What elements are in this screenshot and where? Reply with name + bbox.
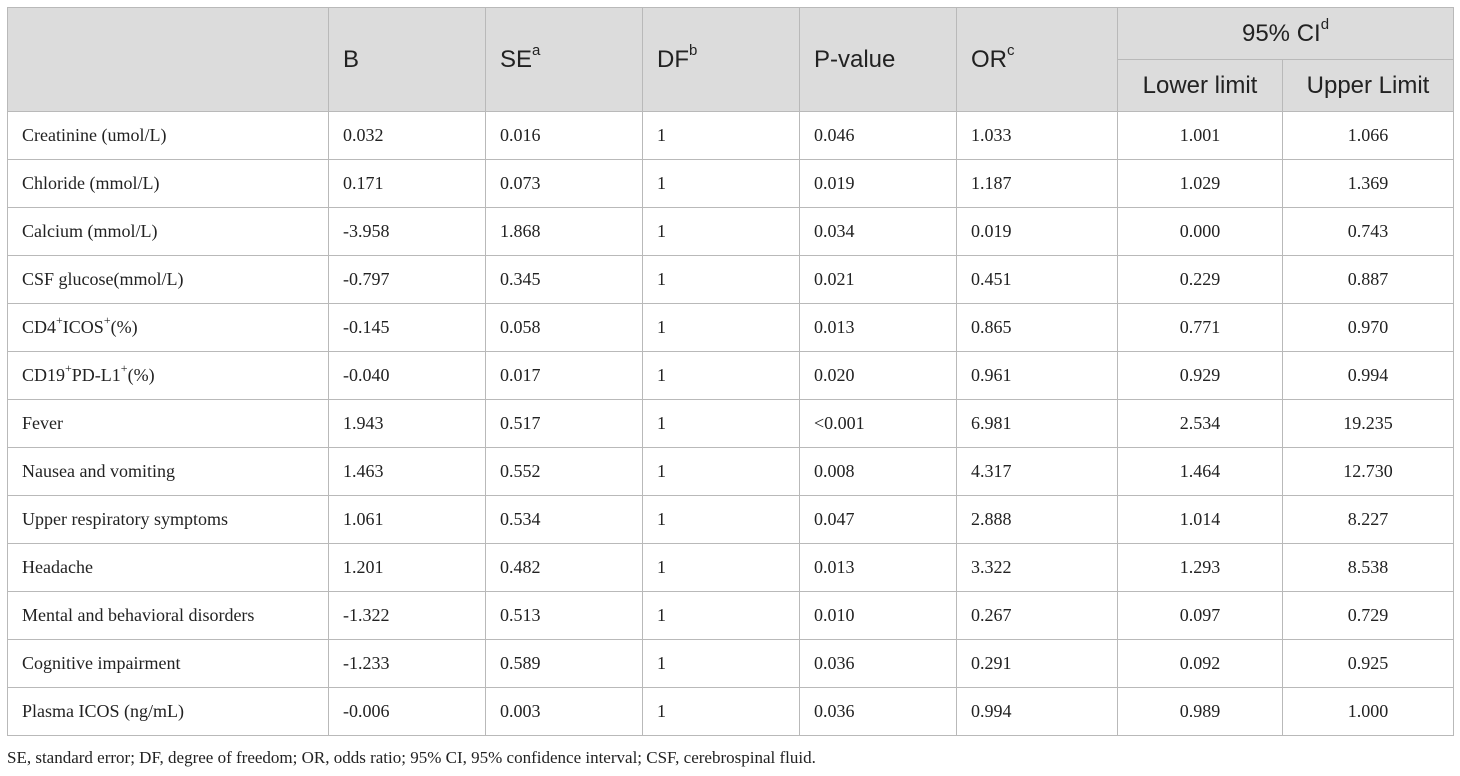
cell-or: 0.291 [957,640,1118,688]
table-header [8,8,1454,112]
cell-lower-limit: 1.293 [1118,544,1283,592]
label-part: ICOS [62,317,104,337]
cell-se: 0.016 [486,112,643,160]
table-footnote: SE, standard error; DF, degree of freedom; OR, odds ratio; 95% CI, 95% confidence interval; CSF, cerebrospinal fluid. [7,748,816,767]
cell-or: 0.019 [957,208,1118,256]
cell-lower-limit: 1.014 [1118,496,1283,544]
cell-or: 0.994 [957,688,1118,736]
table-row [8,400,1454,448]
cell-upper-limit: 12.730 [1283,448,1454,496]
row-label: Calcium (mmol/L) [8,208,329,256]
row-label: Nausea and vomiting [8,448,329,496]
cell-df: 1 [643,496,800,544]
table-row [8,304,1454,352]
cell-b: 1.061 [329,496,486,544]
cell-p-value: 0.020 [800,352,957,400]
cell-lower-limit: 0.000 [1118,208,1283,256]
cell-lower-limit: 1.001 [1118,112,1283,160]
cell-upper-limit: 19.235 [1283,400,1454,448]
row-label: Upper respiratory symptoms [8,496,329,544]
table-row [8,112,1454,160]
cell-upper-limit: 1.066 [1283,112,1454,160]
header-df: $DF^b$ [643,8,800,112]
footnote-marker-a: a [532,41,541,59]
header-p-value: P-value [800,8,957,112]
header-upper-limit: Upper Limit [1283,60,1454,112]
cell-upper-limit: 0.729 [1283,592,1454,640]
cell-upper-limit: 8.538 [1283,544,1454,592]
cell-b: -0.797 [329,256,486,304]
row-label: Cognitive impairment [8,640,329,688]
label-part: CD4 [22,317,57,337]
cell-df: 1 [643,160,800,208]
table-row [8,160,1454,208]
results-table-container [7,7,1453,736]
table-row [8,448,1454,496]
header-lower-limit: Lower limit [1118,60,1283,112]
cell-lower-limit: 1.464 [1118,448,1283,496]
cell-or: 2.888 [957,496,1118,544]
cell-lower-limit: 0.771 [1118,304,1283,352]
cell-lower-limit: 0.929 [1118,352,1283,400]
footnote-marker-d: d [1320,15,1330,33]
cell-se: 0.534 [486,496,643,544]
table-row [8,352,1454,400]
cell-df: 1 [643,112,800,160]
cell-b: -3.958 [329,208,486,256]
header-or: $OR^c$ [957,8,1118,112]
label-part: (%) [127,365,155,385]
table-row [8,256,1454,304]
cell-b: 1.943 [329,400,486,448]
superscript-plus: + [103,313,111,327]
label-part: CD19 [22,365,66,385]
cell-or: 6.981 [957,400,1118,448]
cell-upper-limit: 8.227 [1283,496,1454,544]
cell-lower-limit: 0.989 [1118,688,1283,736]
cell-lower-limit: 0.092 [1118,640,1283,688]
cell-or: 4.317 [957,448,1118,496]
header-95-ci: 95% $CI^d$ [1118,8,1454,60]
row-label: Chloride (mmol/L) [8,160,329,208]
cell-df: 1 [643,640,800,688]
cell-b: 1.463 [329,448,486,496]
row-label: Fever [8,400,329,448]
table-row [8,592,1454,640]
label-part: (%) [110,317,138,337]
cell-or: 0.451 [957,256,1118,304]
cell-upper-limit: 1.369 [1283,160,1454,208]
label-part: PD-L1 [71,365,121,385]
footnote-marker-b: b [689,41,698,59]
row-label: Headache [8,544,329,592]
cell-se: 0.073 [486,160,643,208]
cell-p-value: 0.013 [800,304,957,352]
cell-upper-limit: 1.000 [1283,688,1454,736]
cell-or: 1.187 [957,160,1118,208]
cell-se: 0.589 [486,640,643,688]
cell-df: 1 [643,688,800,736]
cell-se: 0.552 [486,448,643,496]
cell-p-value: 0.013 [800,544,957,592]
cell-lower-limit: 0.097 [1118,592,1283,640]
cell-b: 0.032 [329,112,486,160]
cell-upper-limit: 0.970 [1283,304,1454,352]
cell-p-value: 0.046 [800,112,957,160]
cell-df: 1 [643,352,800,400]
cell-b: -0.006 [329,688,486,736]
table-row [8,544,1454,592]
cell-p-value: 0.010 [800,592,957,640]
header-se: $SE^a$ [486,8,643,112]
results-table [7,7,1454,736]
cell-lower-limit: 1.029 [1118,160,1283,208]
cell-upper-limit: 0.887 [1283,256,1454,304]
cell-or: 3.322 [957,544,1118,592]
cell-b: 0.171 [329,160,486,208]
header-variable-blank [8,8,329,112]
cell-p-value: 0.047 [800,496,957,544]
cell-se: 0.058 [486,304,643,352]
cell-or: 0.961 [957,352,1118,400]
row-label: CSF glucose(mmol/L) [8,256,329,304]
row-label: Creatinine (umol/L) [8,112,329,160]
row-label [8,304,329,352]
footnote-marker-c: c [1007,41,1015,59]
cell-se: 0.482 [486,544,643,592]
cell-upper-limit: 0.994 [1283,352,1454,400]
cell-se: 0.003 [486,688,643,736]
cell-upper-limit: 0.743 [1283,208,1454,256]
cell-p-value: <0.001 [800,400,957,448]
table-row [8,688,1454,736]
cell-df: 1 [643,544,800,592]
cell-df: 1 [643,592,800,640]
cell-b: -0.040 [329,352,486,400]
cell-b: 1.201 [329,544,486,592]
cell-df: 1 [643,304,800,352]
superscript-plus: + [65,361,72,375]
cell-se: 0.345 [486,256,643,304]
cell-p-value: 0.036 [800,688,957,736]
cell-p-value: 0.021 [800,256,957,304]
cell-se: 0.017 [486,352,643,400]
table-row [8,496,1454,544]
cell-df: 1 [643,448,800,496]
cell-lower-limit: 0.229 [1118,256,1283,304]
cell-df: 1 [643,208,800,256]
cell-or: 0.267 [957,592,1118,640]
cell-b: -1.322 [329,592,486,640]
cell-p-value: 0.008 [800,448,957,496]
cell-se: 1.868 [486,208,643,256]
cell-b: -1.233 [329,640,486,688]
cell-p-value: 0.019 [800,160,957,208]
cell-se: 0.513 [486,592,643,640]
table-row [8,208,1454,256]
superscript-plus: + [120,361,128,375]
superscript-plus: + [56,313,63,327]
cell-upper-limit: 0.925 [1283,640,1454,688]
table-row [8,640,1454,688]
cell-df: 1 [643,400,800,448]
cell-p-value: 0.034 [800,208,957,256]
row-label: Mental and behavioral disorders [8,592,329,640]
cell-b: -0.145 [329,304,486,352]
cell-df: 1 [643,256,800,304]
cell-lower-limit: 2.534 [1118,400,1283,448]
cell-or: 0.865 [957,304,1118,352]
cell-p-value: 0.036 [800,640,957,688]
header-b: B [329,8,486,112]
row-label [8,352,329,400]
table-body [8,112,1454,736]
cell-or: 1.033 [957,112,1118,160]
cell-se: 0.517 [486,400,643,448]
row-label: Plasma ICOS (ng/mL) [8,688,329,736]
